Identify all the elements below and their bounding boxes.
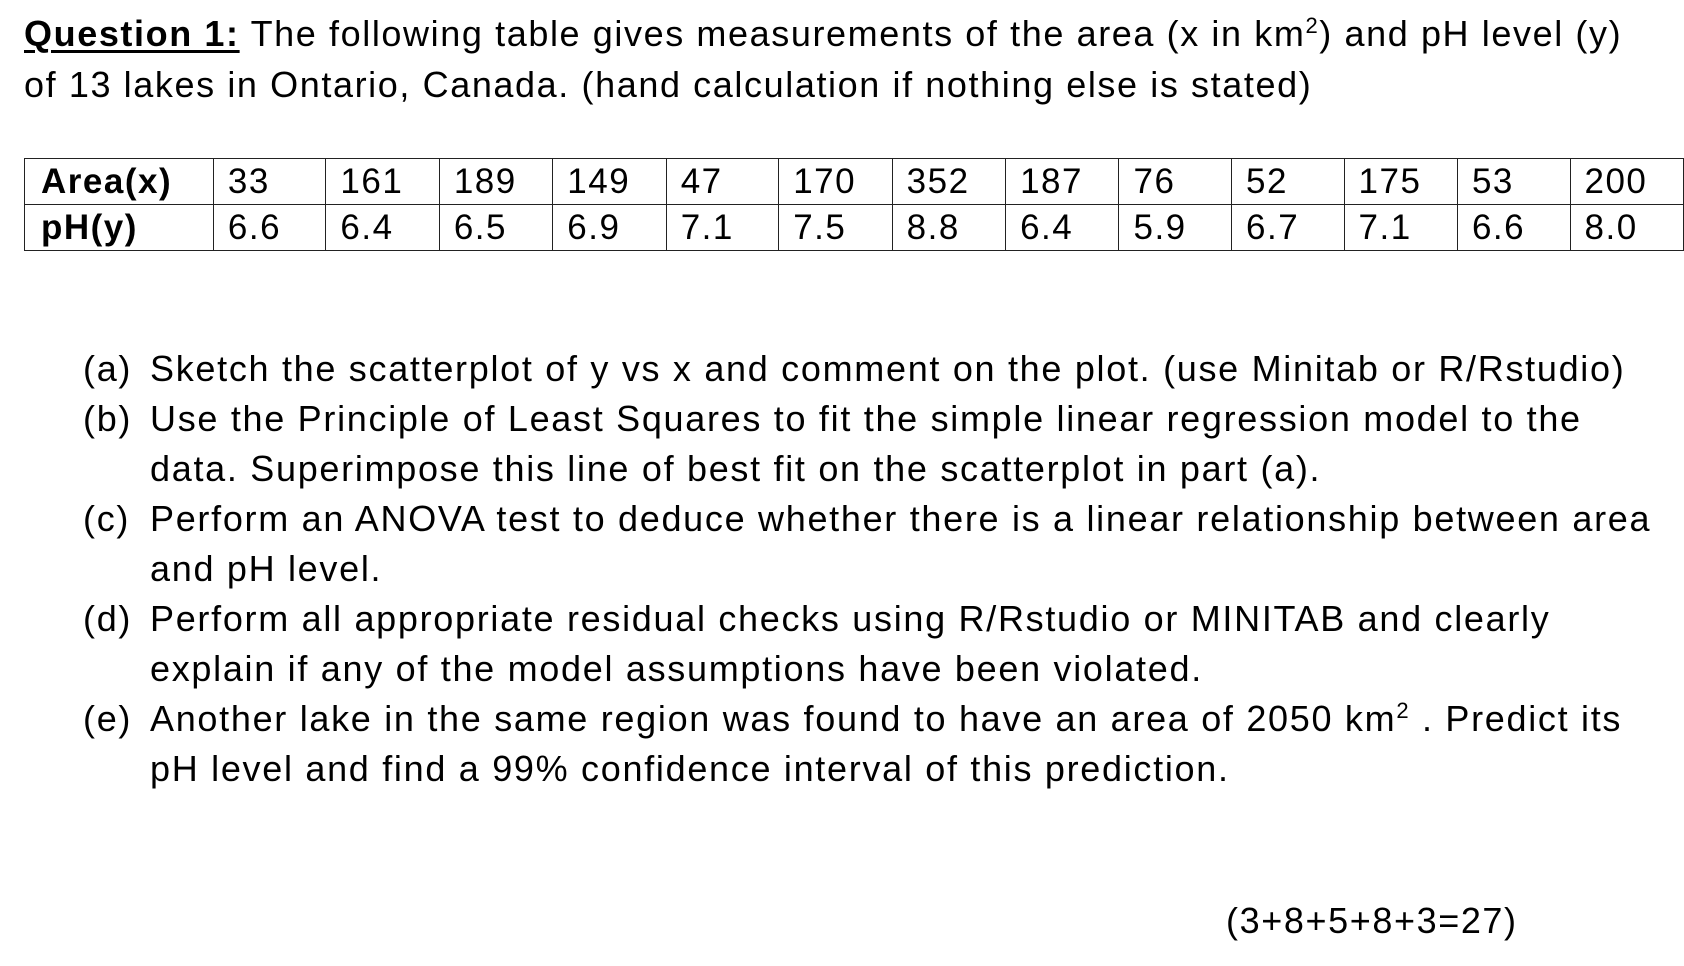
table-cell: 6.9 xyxy=(553,205,666,251)
data-table xyxy=(24,158,1684,251)
part-text: Sketch the scatterplot of y vs x and comment on the plot. (use Minitab or R/Rstudio) xyxy=(150,348,1626,389)
table-cell: 8.8 xyxy=(892,205,1005,251)
table-row xyxy=(25,159,1684,205)
part-text-end: . Predict its pH level and find a 99% confidence interval of this prediction. xyxy=(150,698,1623,789)
part-label: (a) xyxy=(83,348,133,389)
table-row xyxy=(25,205,1684,251)
table-cell: 161 xyxy=(326,159,439,205)
table-cell: 187 xyxy=(1006,159,1119,205)
table-cell: 7.1 xyxy=(666,205,779,251)
table-cell: 170 xyxy=(779,159,892,205)
part-text: Perform an ANOVA test to deduce whether there is a linear relationship between area and pH level. xyxy=(150,498,1652,589)
table-cell: 189 xyxy=(439,159,552,205)
table-cell: 352 xyxy=(892,159,1005,205)
table-cell: 52 xyxy=(1232,159,1345,205)
table-cell: 7.5 xyxy=(779,205,892,251)
part-e xyxy=(83,694,1663,794)
marks-allocation: (3+8+5+8+3=27) xyxy=(1226,900,1518,941)
part-label: (c) xyxy=(83,498,131,539)
table-cell: 200 xyxy=(1570,159,1684,205)
question-intro xyxy=(24,8,1664,110)
part-d xyxy=(83,594,1663,694)
table-cell: 6.5 xyxy=(439,205,552,251)
row-header: Area(x) xyxy=(25,159,214,205)
part-b xyxy=(83,394,1663,494)
question-intro-text-end: ) and pH level (y) of 13 lakes in Ontario, Canada. (hand calculation if nothing else is stated) xyxy=(24,13,1623,105)
table-cell: 6.7 xyxy=(1232,205,1345,251)
table-cell: 6.6 xyxy=(1457,205,1570,251)
part-text: Use the Principle of Least Squares to fit the simple linear regression model to the data. Superimpose this line of best fit on the scatterplot in part (a). xyxy=(150,398,1582,489)
table-cell: 8.0 xyxy=(1570,205,1684,251)
table-cell: 175 xyxy=(1344,159,1457,205)
question-label: Question 1: xyxy=(24,13,240,54)
question-parts-list xyxy=(83,344,1663,794)
part-label: (d) xyxy=(83,598,133,639)
question-intro-text: The following table gives measurements of the area (x in km xyxy=(239,13,1306,54)
row-header: pH(y) xyxy=(25,205,214,251)
table-cell: 7.1 xyxy=(1344,205,1457,251)
part-text: Perform all appropriate residual checks using R/Rstudio or MINITAB and clearly explain if any of the model assumptions have been violated. xyxy=(150,598,1551,689)
table-cell: 6.4 xyxy=(1006,205,1119,251)
part-label: (b) xyxy=(83,398,133,439)
part-c xyxy=(83,494,1663,594)
part-a xyxy=(83,344,1663,394)
table-cell: 5.9 xyxy=(1119,205,1232,251)
table-cell: 76 xyxy=(1119,159,1232,205)
superscript: 2 xyxy=(1305,13,1320,38)
part-label: (e) xyxy=(83,698,133,739)
table-cell: 149 xyxy=(553,159,666,205)
table-cell: 6.6 xyxy=(213,205,326,251)
table-cell: 6.4 xyxy=(326,205,439,251)
superscript: 2 xyxy=(1396,698,1411,723)
part-text-start: Another lake in the same region was found to have an area of 2050 km xyxy=(150,698,1397,739)
part-text xyxy=(150,694,1663,794)
table-cell: 53 xyxy=(1457,159,1570,205)
table-cell: 33 xyxy=(213,159,326,205)
table-cell: 47 xyxy=(666,159,779,205)
